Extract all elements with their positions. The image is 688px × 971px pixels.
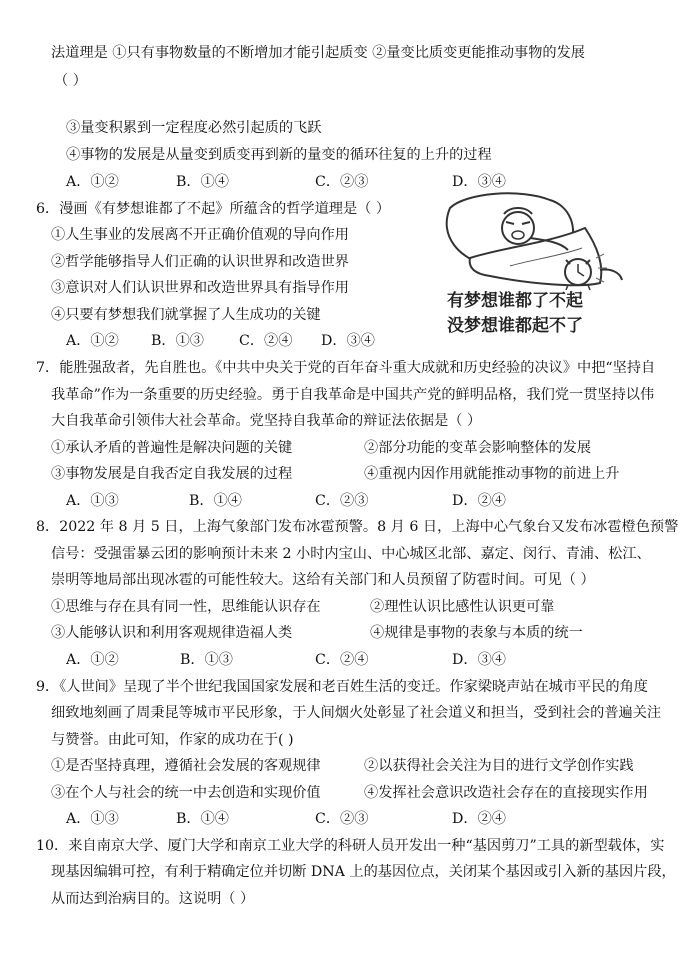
q9-stem-line: 9．《人世间》呈现了半个世纪我国国家发展和老百姓生活的变迁。作家梁晓声站在城市平民的角度 (36, 679, 648, 695)
q7-item-1: ①承认矛盾的普遍性是解决问题的关键 (51, 440, 293, 456)
q9-stem-line: 细致地刻画了周秉昆等城市平民形象，于人间烟火处彰显了社会道义和担当，受到社会的普遍关注 (51, 705, 662, 721)
q5-answer-paren: （ ） (54, 73, 87, 89)
q5-option-a: A．①② (66, 174, 119, 190)
q9-item-4: ④发挥社会意识改造社会存在的直接现实作用 (364, 785, 648, 801)
q6-item-4: ④只要有梦想我们就掌握了人生成功的关键 (51, 307, 321, 323)
q6-option-a: A．①② (66, 333, 119, 349)
q7-option-a: A．①③ (66, 493, 119, 509)
q7-option-c: C．②③ (315, 493, 369, 509)
q5-option-d: D．③④ (452, 174, 506, 190)
q7-item-4: ④重视内因作用就能推动事物的前进上升 (364, 466, 620, 482)
q9-option-d: D．②④ (452, 811, 506, 827)
q10-stem-line: 现基因编辑可控，有利于精确定位并切断 DNA 上的基因位点，关闭某个基因或引入新的基因片段， (51, 864, 676, 880)
q8-stem-line: 信号：受强雷暴云团的影响预计未来 2 小时内宝山、中心城区北部、嘉定、闵行、青浦、松江、 (51, 546, 651, 562)
q6-option-d: D．③④ (321, 333, 375, 349)
q8-option-d: D．③④ (452, 652, 506, 668)
q10-stem-line: 10．来自南京大学、厦门大学和南京工业大学的科研人员开发出一种“基因剪刀”工具的新型载体，实 (36, 838, 665, 854)
q9-option-a: A．①③ (66, 811, 119, 827)
q6-option-c: C．②④ (239, 333, 293, 349)
q8-option-c: C．②④ (315, 652, 369, 668)
cartoon-caption-line2: 没梦想谁都起不了 (447, 316, 583, 336)
q8-item-2: ②理性认识比感性认识更可靠 (370, 599, 555, 615)
q8-item-1: ①思维与存在具有同一性，思维能认识存在 (51, 599, 321, 615)
q8-option-a: A．①② (66, 652, 119, 668)
q10-stem-line: 从而达到治病目的。这说明（ ） (51, 891, 255, 907)
q5-item-4: ④事物的发展是从量变到质变再到新的量变的循环往复的上升的过程 (66, 147, 492, 163)
q9-item-3: ③在个人与社会的统一中去创造和实现价值 (51, 785, 321, 801)
q6-option-b: B．①③ (151, 333, 204, 349)
q8-stem-line: 8．2022 年 8 月 5 日，上海气象部门发布冰雹预警。8 月 6 日，上海中心气象台又发布冰雹橙色预警 (36, 519, 679, 535)
cartoon-caption-line1: 有梦想谁都了不起 (447, 291, 583, 311)
q6-item-2: ②哲学能够指导人们正确的认识世界和改造世界 (51, 254, 349, 270)
q5-stem-line: 法道理是 ①只有事物数量的不断增加才能引起质变 ②量变比质变更能推动事物的发展 (51, 45, 585, 61)
q9-option-c: C．②③ (315, 811, 369, 827)
q8-item-3: ③人能够认识和利用客观规律造福人类 (51, 625, 293, 641)
q7-stem-line: 大自我革命引领伟大社会革命。党坚持自我革命的辩证法依据是（ ） (51, 413, 482, 429)
q6-item-3: ③意识对人们认识世界和改造世界具有指导作用 (51, 280, 349, 296)
q9-item-1: ①是否坚持真理，遵循社会发展的客观规律 (51, 758, 321, 774)
q5-item-3: ③量变积累到一定程度必然引起质的飞跃 (66, 120, 322, 136)
q5-option-c: C．②③ (315, 174, 369, 190)
q9-item-2: ②以获得社会关注为目的进行文学创作实践 (364, 758, 634, 774)
q7-stem-line: 7．能胜强敌者，先自胜也。《中共中央关于党的百年奋斗重大成就和历史经验的决议》中把“坚持自 (36, 360, 656, 376)
q8-item-4: ④规律是事物的表象与本质的统一 (370, 625, 583, 641)
q6-stem: 6．漫画《有梦想谁都了不起》所蕴含的哲学道理是（ ） (36, 201, 391, 217)
q8-stem-line: 崇明等地局部出现冰雹的可能性较大。这给有关部门和人员预留了防雹时间。可见（ ） (51, 572, 595, 588)
q7-item-3: ③事物发展是自我否定自我发展的过程 (51, 466, 293, 482)
q7-item-2: ②部分功能的变革会影响整体的发展 (364, 440, 592, 456)
q9-stem-line: 与赞誉。由此可知，作家的成功在于( ) (51, 732, 294, 748)
q7-option-b: B．①④ (189, 493, 242, 509)
q6-item-1: ①人生事业的发展离不开正确价值观的导向作用 (51, 227, 349, 243)
q7-option-d: D．②④ (452, 493, 506, 509)
q9-option-b: B．①④ (176, 811, 229, 827)
q7-stem-line: 我革命”作为一条重要的历史经验。勇于自我革命是中国共产党的鲜明品格，我们党一贯坚持以伟 (51, 387, 655, 403)
q8-option-b: B．①③ (180, 652, 233, 668)
q5-option-b: B．①④ (176, 174, 229, 190)
